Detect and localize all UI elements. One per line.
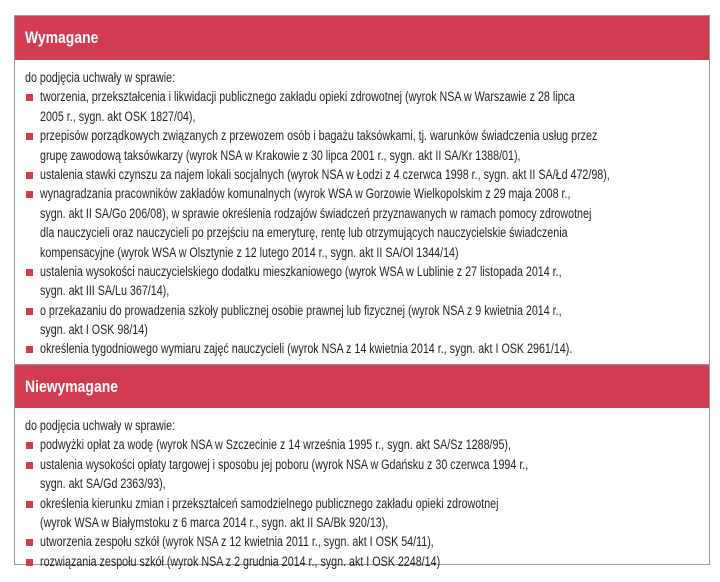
list-item: przepisów porządkowych związanych z przewozem osób i bagażu taksówkami, tj. warunków świadczenia usług przez xyxy=(25,126,709,145)
list-item: ustalenia stawki czynszu za najem lokali socjalnych (wyrok NSA w Łodzi z 4 czerwca 1998 r., sygn. akt II SA/Łd 472/98), xyxy=(25,165,709,184)
list-item: utworzenia zespołu szkół (wyrok NSA z 12 kwietnia 2011 r., sygn. akt I OSK 54/11), xyxy=(25,532,709,551)
list-item-continuation: grupę zawodową taksówkarzy (wyrok NSA w Krakowie z 30 lipca 2001 r., sygn. akt II SA/Kr 1388/01), xyxy=(40,147,521,163)
bullet-square-icon xyxy=(26,559,33,566)
list-item: rozwiązania zespołu szkół (wyrok NSA z 2 grudnia 2014 r., sygn. akt I OSK 2248/14) xyxy=(25,552,709,571)
list-item-continuation: sygn. akt II SA/Go 206/08), w sprawie określenia rodzajów świadczeń przyznawanych w ramach pomocy zdrowotnej xyxy=(40,205,592,221)
section-header xyxy=(15,364,709,408)
list-item: wynagradzania pracowników zakładów komunalnych (wyrok WSA w Gorzowie Wielkopolskim z 29 maja 2008 r., xyxy=(25,184,709,203)
info-box xyxy=(14,15,710,569)
section-body xyxy=(15,60,709,364)
list-item-continuation: (wyrok WSA w Białymstoku z 6 marca 2014 r., sygn. akt II SA/Bk 920/13), xyxy=(40,514,389,530)
section-intro: do podjęcia uchwały w sprawie: xyxy=(25,418,176,433)
bullet-square-icon xyxy=(26,172,33,179)
bullet-square-icon xyxy=(26,133,33,140)
bullet-square-icon xyxy=(26,346,33,353)
section-body xyxy=(15,408,709,582)
section-header xyxy=(15,16,709,60)
bullet-square-icon xyxy=(26,94,33,101)
bullet-square-icon xyxy=(26,539,33,546)
list-item: o przekazaniu do prowadzenia szkoły publicznej osobie prawnej lub fizycznej (wyrok NSA z 9 kwietnia 2014 r., xyxy=(25,301,709,320)
bullet-square-icon xyxy=(26,442,33,449)
list-item-continuation: sygn. akt I OSK 98/14) xyxy=(40,322,148,338)
bullet-square-icon xyxy=(26,308,33,315)
section-intro: do podjęcia uchwały w sprawie: xyxy=(25,70,176,85)
bullet-square-icon xyxy=(26,462,33,469)
list-item: określenia tygodniowego wymiaru zajęć nauczycieli (wyrok NSA z 14 kwietnia 2014 r., sygn. akt I OSK 2961/14). xyxy=(25,339,709,358)
list-item-continuation: dla nauczycieli oraz nauczycieli po przejściu na emeryturę, rentę lub otrzymujących nauczycielskie świadczenia xyxy=(40,225,568,241)
list-item-continuation: sygn. akt III SA/Lu 367/14), xyxy=(40,283,170,299)
list-item-continuation: sygn. akt SA/Gd 2363/93), xyxy=(40,476,166,492)
bullet-square-icon xyxy=(26,191,33,198)
section-title: Wymagane xyxy=(25,28,99,47)
list-item: określenia kierunku zmian i przekształceń samodzielnego publicznego zakładu opieki zdrowotnej xyxy=(25,494,709,513)
section-title: Niewymagane xyxy=(25,377,118,396)
list-item: tworzenia, przekształcenia i likwidacji publicznego zakładu opieki zdrowotnej (wyrok NSA w Warszawie z 28 lipca xyxy=(25,87,709,106)
bullet-square-icon xyxy=(26,269,33,276)
list-item-continuation: kompensacyjne (wyrok WSA w Olsztynie z 12 lutego 2014 r., sygn. akt II SA/Ol 1344/14) xyxy=(40,244,459,260)
list-item: podwyżki opłat za wodę (wyrok NSA w Szczecinie z 14 września 1995 r., sygn. akt SA/Sz 1288/95), xyxy=(25,435,709,454)
list-item: ustalenia wysokości nauczycielskiego dodatku mieszkaniowego (wyrok WSA w Lublinie z 27 listopada 2014 r., xyxy=(25,262,709,281)
list-item-continuation: 2005 r., sygn. akt OSK 1827/04), xyxy=(40,108,196,124)
bullet-square-icon xyxy=(26,501,33,508)
list-item: ustalenia wysokości opłaty targowej i sposobu jej poboru (wyrok NSA w Gdańsku z 30 czerwca 1994 r., xyxy=(25,455,709,474)
